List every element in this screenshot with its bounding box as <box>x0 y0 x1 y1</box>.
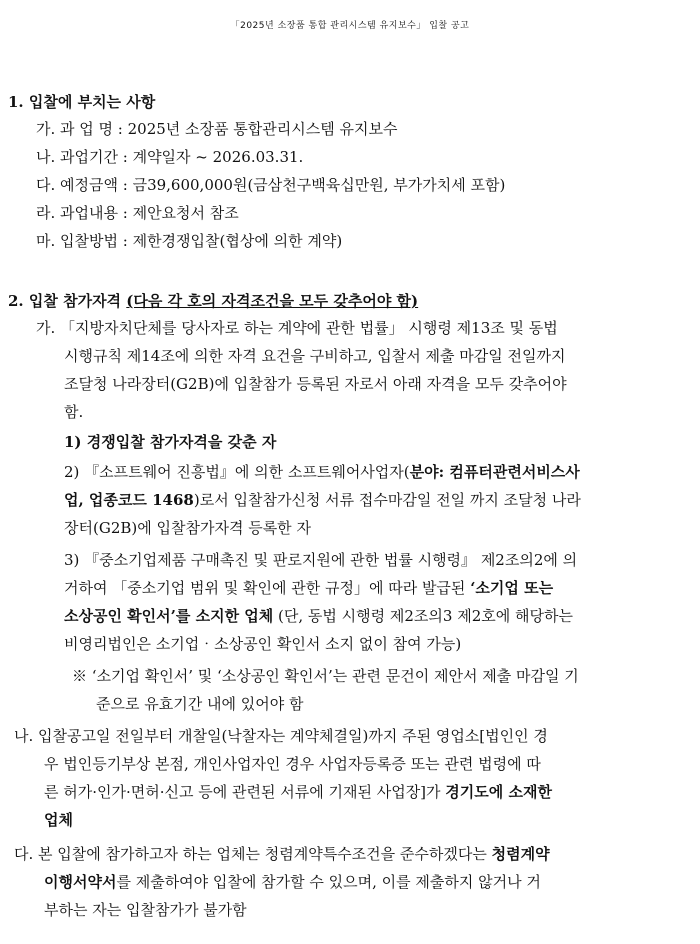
section2-da-line2-bold: 이행서약서 <box>44 873 117 891</box>
section2-da-line1-text: 다. 본 입찰에 참가하고자 하는 업체는 청렴계약특수조건을 준수하겠다는 <box>14 845 492 863</box>
section1-item-method: 마. 입찰방법 : 제한경쟁입찰(협상에 의한 계약) <box>36 232 343 250</box>
section2-na-line1: 나. 입찰공고일 전일부터 개찰일(낙찰자는 계약체결일)까지 주된 영업소[법인인 경 <box>14 727 548 745</box>
qualification-3-line3-bold: 소상공인 확인서’를 소지한 업체 <box>64 607 274 625</box>
qualification-3-line3-text: (단, 동법 시행령 제2조의3 제2호에 해당하는 <box>273 607 573 625</box>
section2-da-line3: 부하는 자는 입찰참가가 불가함 <box>44 901 247 919</box>
section1-item-budget: 다. 예정금액 : 금39,600,000원(금삼천구백육십만원, 부가가치세 포함) <box>36 176 506 194</box>
note-line2: 준으로 유효기간 내에 있어야 함 <box>96 695 304 713</box>
qualification-3-line1: 3) 『중소기업제품 구매촉진 및 판로지원에 관한 법률 시행령』 제2조의2에 의 <box>64 551 578 569</box>
section2-da-line2-text: 를 제출하여야 입찰에 참가할 수 있으며, 이를 제출하지 않거나 거 <box>116 873 541 891</box>
qualification-1: 1) 경쟁입찰 참가자격을 갖춘 자 <box>64 433 277 451</box>
section2-na-line3-bold: 경기도에 소재한 <box>445 783 552 801</box>
qualification-2-line1 <box>64 462 580 482</box>
qualification-3-line2-bold: ‘소기업 또는 <box>470 579 554 597</box>
section2-ga-line1: 가. 「지방자치단체를 당사자로 하는 계약에 관한 법률」 시행령 제13조 및 동법 <box>36 319 558 337</box>
section2-na-line3 <box>44 782 552 802</box>
qualification-3-line2-text: 거하여 「중소기업 범위 및 확인에 관한 규정」에 따라 발급된 <box>64 579 471 597</box>
section2-ga-line2: 시행규칙 제14조에 의한 자격 요건을 구비하고, 입찰서 제출 마감일 전일까지 <box>64 347 566 365</box>
section1-item-content: 라. 과업내용 : 제안요청서 참조 <box>36 204 239 222</box>
qualification-2-line1-bold: 분야: 컴퓨터관련서비스사 <box>409 463 580 481</box>
section2-da-line1-bold: 청렴계약 <box>491 845 550 863</box>
qualification-3-line3 <box>64 606 573 626</box>
section1-item-period: 나. 과업기간 : 계약일자 ~ 2026.03.31. <box>36 148 304 166</box>
qualification-2-line2-bold: 업, 업종코드 1468 <box>64 491 194 509</box>
section2-ga-line3: 조달청 나라장터(G2B)에 입찰참가 등록된 자로서 아래 자격을 모두 갖추어야 <box>64 375 567 393</box>
section2-da-line1 <box>14 844 550 864</box>
section2-heading-text: 2. 입찰 참가자격 <box>8 292 122 310</box>
section2-da-line2 <box>44 872 541 892</box>
section1-heading: 1. 입찰에 부치는 사항 <box>8 93 156 111</box>
section2-heading <box>8 291 418 311</box>
qualification-2-line3: 장터(G2B)에 입찰참가자격 등록한 자 <box>64 519 311 537</box>
section2-heading-note: (다음 각 호의 자격조건을 모두 갖추어야 함) <box>126 292 419 310</box>
section2-na-line2: 우 법인등기부상 본점, 개인사업자인 경우 사업자등록증 또는 관련 법령에 따 <box>44 755 541 773</box>
qualification-3-line4: 비영리법인은 소기업‧소상공인 확인서 소지 없이 참여 가능) <box>64 635 462 653</box>
page-title: 「2025년 소장품 통합 관리시스템 유지보수」 입찰 공고 <box>230 21 470 31</box>
section2-na-line3-text: 른 허가·인가·면허·신고 등에 관련된 서류에 기재된 사업장]가 <box>44 783 446 801</box>
qualification-2-line2-text: )로서 입찰참가신청 서류 접수마감일 전일 까지 조달청 나라 <box>193 491 581 509</box>
qualification-2-line2 <box>64 490 581 510</box>
section1-item-title: 가. 과 업 명 : 2025년 소장품 통합관리시스템 유지보수 <box>36 120 398 138</box>
qualification-2-line1-text: 2) 『소프트웨어 진흥법』에 의한 소프트웨어사업자( <box>64 463 410 481</box>
section2-ga-line4: 함. <box>64 403 84 421</box>
note-line1: ※ ‘소기업 확인서’ 및 ‘소상공인 확인서’는 관련 문건이 제안서 제출 마감일 기 <box>72 667 579 685</box>
qualification-3-line2 <box>64 578 553 598</box>
section2-na-line4: 업체 <box>44 811 73 829</box>
